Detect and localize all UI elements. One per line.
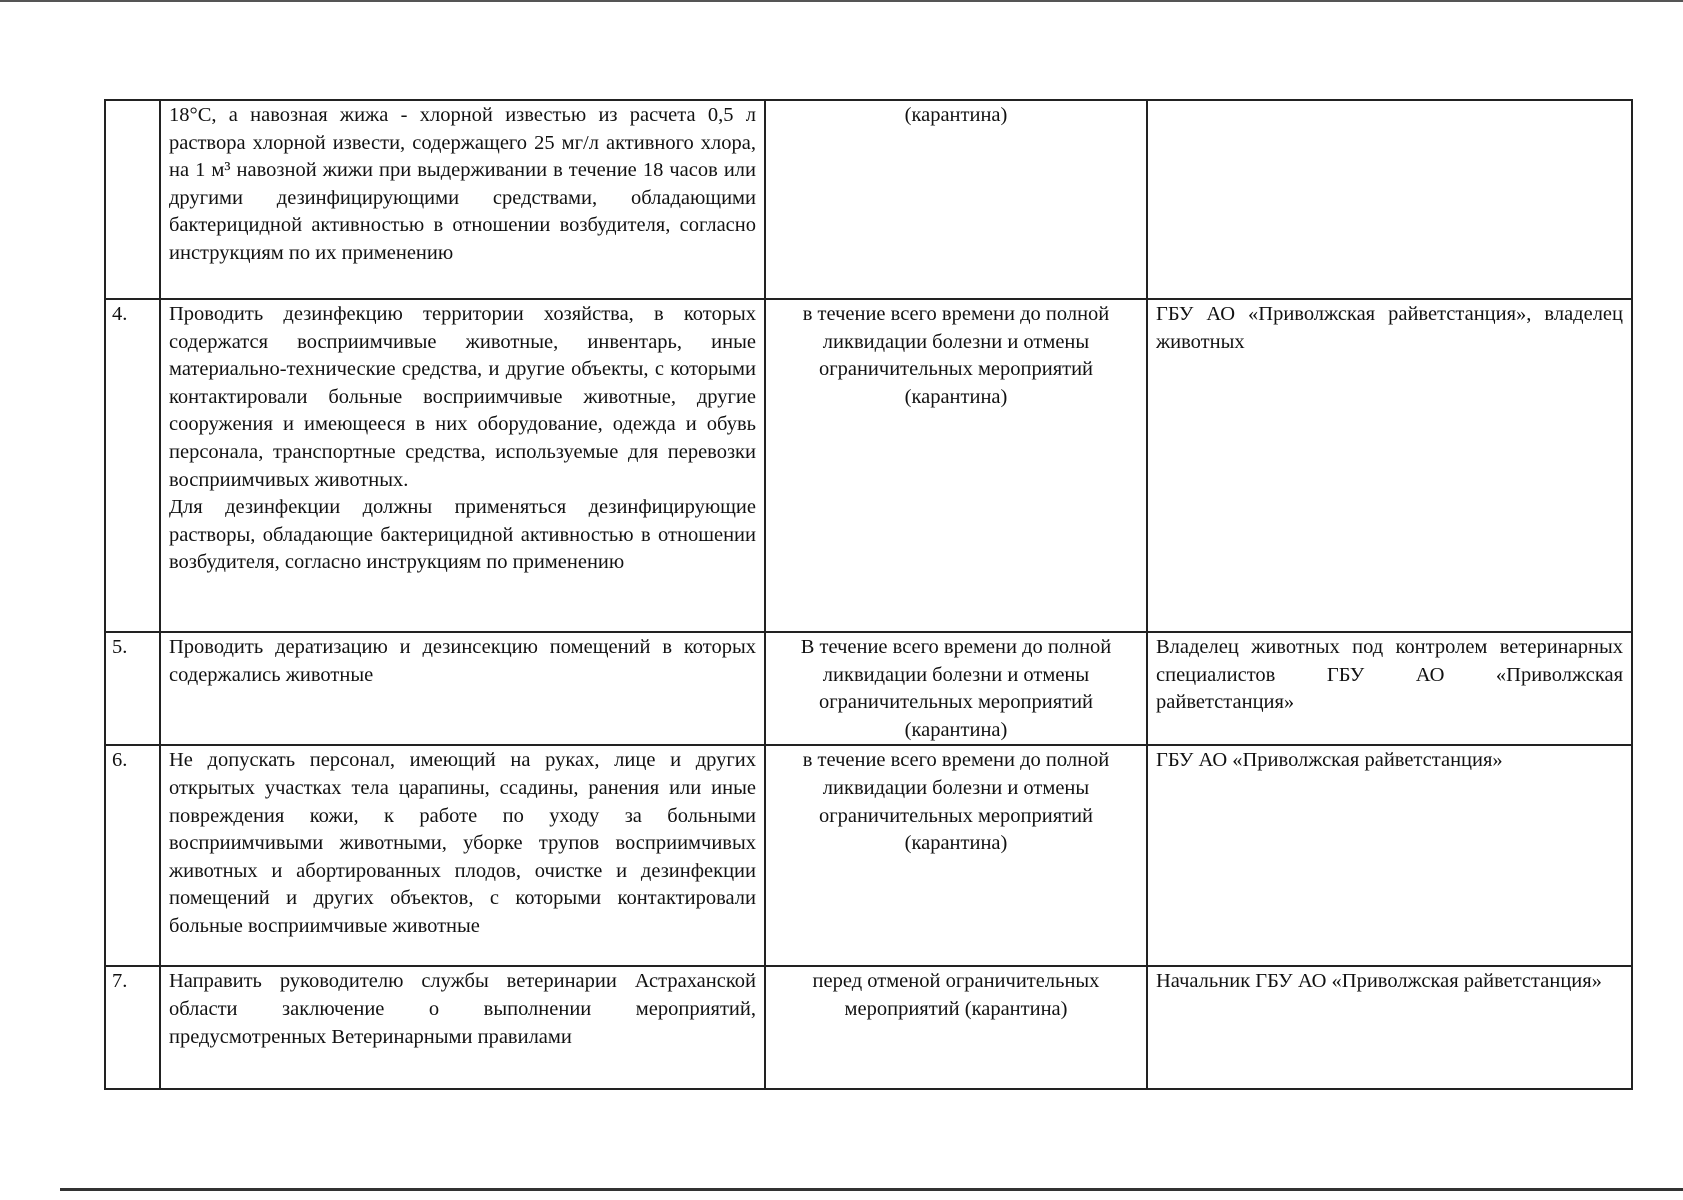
responsible-party — [1147, 745, 1632, 966]
row-number: 5. — [105, 632, 160, 745]
description-paragraph: Проводить дезинфекцию территории хозяйства, в которых содержатся восприимчивые животные, инвентарь, иные материально-технические средства, и другие объекты, с которыми контактировали больные восприимчивые животные, другие сооружения и имеющееся в них оборудование, одежда и обувь персонала, транспортные средства, используемые для перевозки восприимчивых животных. — [169, 303, 756, 491]
row-number: 4. — [105, 299, 160, 632]
table-row — [105, 100, 1632, 299]
responsible-party — [1147, 632, 1632, 745]
measure-term: в течение всего времени до полной ликвидации болезни и отмены ограничительных мероприятий (карантина) — [765, 745, 1147, 966]
responsible-party — [1147, 100, 1632, 299]
table-row — [105, 745, 1632, 966]
scan-edge — [0, 0, 1683, 2]
row-number — [105, 100, 160, 299]
description-paragraph: 18°С, а навозная жижа - хлорной известью из расчета 0,5 л раствора хлорной извести, содержащего 25 мг/л активного хлора, на 1 м³ навозной жижи при выдерживании в течение 18 часов или другими дезинфицирующими средствами, обладающими бактерицидной активностью в отношении возбудителя, согласно инструкциям по их применению — [169, 104, 756, 264]
description-paragraph: Для дезинфекции должны применяться дезинфицирующие растворы, обладающие бактерицидной активностью в отношении возбудителя, согласно инструкциям по применению — [169, 496, 756, 574]
row-number: 7. — [105, 966, 160, 1089]
scan-edge — [60, 1188, 1683, 1191]
measure-term: перед отменой ограничительных мероприятий (карантина) — [765, 966, 1147, 1089]
measure-description — [160, 299, 765, 632]
responsible-text: Владелец животных под контролем ветеринарных специалистов ГБУ АО «Приволжская райветстанция» — [1156, 636, 1623, 714]
table-row — [105, 299, 1632, 632]
table-row — [105, 966, 1632, 1089]
measure-description — [160, 966, 765, 1089]
responsible-text: Начальник ГБУ АО «Приволжская райветстанция» — [1156, 970, 1602, 993]
measure-term: в течение всего времени до полной ликвидации болезни и отмены ограничительных мероприятий (карантина) — [765, 299, 1147, 632]
responsible-party — [1147, 299, 1632, 632]
description-paragraph: Направить руководителю службы ветеринарии Астраханской области заключение о выполнении мероприятий, предусмотренных Ветеринарными правилами — [169, 970, 756, 1048]
measure-term: В течение всего времени до полной ликвидации болезни и отмены ограничительных мероприятий (карантина) — [765, 632, 1147, 745]
measures-table — [104, 99, 1633, 1090]
responsible-party — [1147, 966, 1632, 1089]
table-row — [105, 632, 1632, 745]
measure-description — [160, 100, 765, 299]
responsible-text: ГБУ АО «Приволжская райветстанция» — [1156, 749, 1503, 772]
row-number: 6. — [105, 745, 160, 966]
measure-description — [160, 745, 765, 966]
description-paragraph: Проводить дератизацию и дезинсекцию помещений в которых содержались животные — [169, 636, 756, 686]
responsible-text: ГБУ АО «Приволжская райветстанция», владелец животных — [1156, 303, 1623, 353]
description-paragraph: Не допускать персонал, имеющий на руках, лице и других открытых участках тела царапины, ссадины, ранения или иные повреждения кожи, к работе по уходу за больными восприимчивыми животными, уборке трупов восприимчивых животных и абортированных плодов, очистке и дезинфекции помещений и других объектов, с которыми контактировали больные восприимчивые животные — [169, 749, 756, 937]
measure-term: (карантина) — [765, 100, 1147, 299]
measure-description — [160, 632, 765, 745]
